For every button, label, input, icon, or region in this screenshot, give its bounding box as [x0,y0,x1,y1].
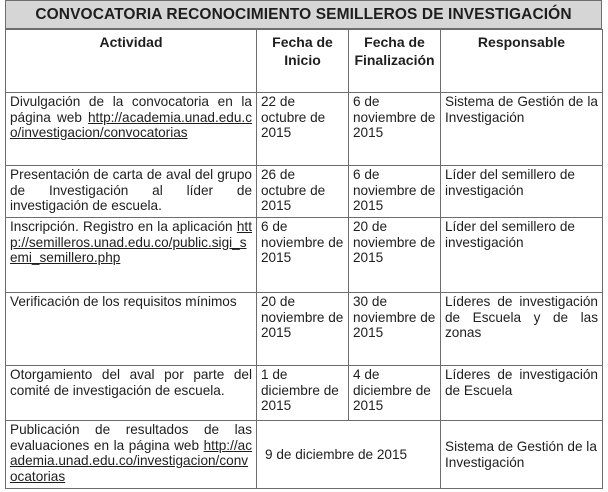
convocatorias-link[interactable]: http://academia.unad.edu.co/investigacion/convocatorias [10,109,252,140]
table-row [6,166,603,218]
table-row [6,421,603,489]
start-date-cell: 26 de octubre de 2015 [257,166,349,218]
responsible-cell: Líder del semillero de investigación [441,166,603,218]
activity-cell [6,293,257,366]
activity-text: Publicación de resultados de las evaluaciones en la página web [10,422,252,453]
activity-text: Otorgamiento del aval por parte del comité de investigación de escuela. [10,367,252,398]
table-row [6,293,603,366]
header-responsible: Responsable [441,30,603,93]
semilleros-link[interactable]: http://semilleros.unad.edu.co/public.sigi_semi_semillero.php [10,219,252,265]
end-date-cell: 30 de noviembre de 2015 [349,293,441,366]
activity-text: Divulgación de la convocatoria en la página web [10,94,252,125]
responsible-cell: Líderes de investigación de Escuela y de las zonas [441,293,603,366]
activity-cell [6,218,257,293]
schedule-table [5,29,603,489]
header-row [6,30,603,93]
header-activity: Actividad [6,30,257,93]
table-row [6,366,603,421]
responsible-cell: Sistema de Gestión de la Investigación [441,421,603,489]
end-date-cell: 20 de noviembre de 2015 [349,218,441,293]
responsible-cell: Líder del semillero de investigación [441,218,603,293]
table-row [6,93,603,166]
table-title: CONVOCATORIA RECONOCIMIENTO SEMILLEROS DE INVESTIGACIÓN [5,0,602,29]
responsible-cell: Sistema de Gestión de la Investigación [441,93,603,166]
activity-cell [6,421,257,489]
activity-cell [6,93,257,166]
responsible-cell: Líderes de investigación de Escuela [441,366,603,421]
activity-cell [6,366,257,421]
start-date-cell: 20 de noviembre de 2015 [257,293,349,366]
end-date-cell: 4 de diciembre de 2015 [349,366,441,421]
table-row [6,218,603,293]
start-date-cell: 22 de octubre de 2015 [257,93,349,166]
end-date-cell: 6 de noviembre de 2015 [349,166,441,218]
activity-text: Inscripción. Registro en la aplicación [10,219,237,234]
convocatorias-link[interactable]: http://academia.unad.edu.co/investigacion/convocatorias [10,437,252,484]
start-date-cell: 1 de diciembre de 2015 [257,366,349,421]
activity-text: Verificación de los requisitos mínimos [10,294,237,309]
combined-date-cell: 9 de diciembre de 2015 [257,421,441,489]
header-start-date: Fecha de Inicio [257,30,349,93]
activity-cell [6,166,257,218]
header-end-date: Fecha de Finalización [349,30,441,93]
start-date-cell: 6 de noviembre de 2015 [257,218,349,293]
end-date-cell: 6 de noviembre de 2015 [349,93,441,166]
activity-text: Presentación de carta de aval del grupo de Investigación al líder de investigación de escuela. [10,167,252,213]
